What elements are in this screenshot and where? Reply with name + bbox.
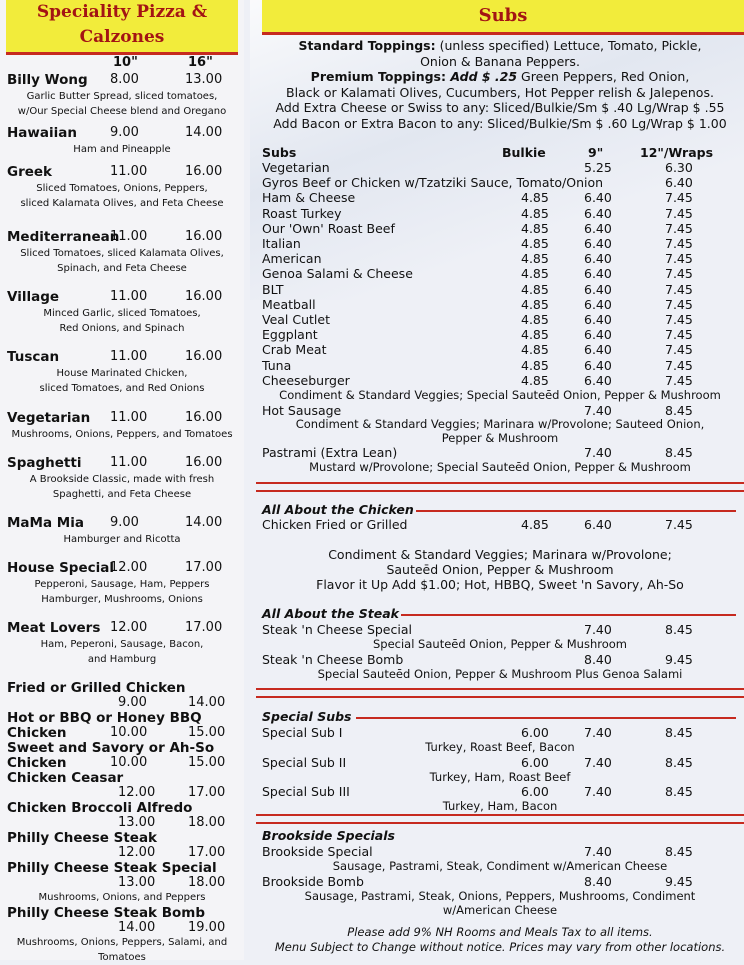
brookside-row	[256, 844, 744, 859]
price-bulkie: 6.00	[521, 725, 549, 740]
pizza-description: Mushrooms, Onions, and Peppers	[38, 892, 206, 903]
price-10: 12.00	[118, 785, 156, 800]
steak-row	[256, 622, 744, 637]
menu-item-name: Steak 'n Cheese Bomb	[262, 652, 404, 667]
pizza-name: Philly Cheese Steak Bomb	[7, 905, 206, 921]
section-divider	[256, 814, 744, 824]
price-16: 16.00	[185, 164, 223, 179]
pizza-name: Village	[7, 289, 60, 305]
subs-header-9: 9"	[588, 145, 604, 160]
menu-item-name: Eggplant	[262, 327, 318, 343]
pizza-description: Mushrooms, Onions, Peppers, Salami, and Tomatoes	[16, 937, 228, 963]
chicken-row	[256, 517, 744, 532]
price-10: 11.00	[110, 164, 148, 179]
pizza-price-row	[0, 560, 244, 577]
price-10: 9.00	[110, 125, 139, 140]
sub-row	[256, 327, 744, 342]
pizza-price-row	[0, 164, 244, 181]
price-12: 7.45	[665, 296, 693, 312]
pizza-item	[0, 125, 244, 157]
price-12: 8.45	[665, 622, 693, 637]
price-16: 16.00	[185, 455, 223, 470]
price-16: 14.00	[185, 515, 223, 530]
sub-row	[256, 373, 744, 388]
price-9: 6.40	[584, 251, 612, 267]
sub-row	[256, 190, 744, 205]
sub-row	[256, 312, 744, 327]
sub-row	[256, 251, 744, 266]
pizza-name: Meat Lovers	[7, 620, 101, 636]
price-9: 7.40	[584, 445, 612, 460]
chicken-rule	[416, 510, 736, 512]
sub-row	[256, 266, 744, 281]
price-bulkie: 4.85	[521, 372, 549, 388]
pizza-item	[0, 72, 244, 119]
special-sub-row	[256, 725, 744, 740]
pizza-title-line2: Calzones	[79, 27, 165, 47]
footer-tax-note: Please add 9% NH Rooms and Meals Tax to all items.	[347, 925, 653, 939]
menu-item-name: Gyros Beef or Chicken w/Tzatziki Sauce, Tomato/Onion	[262, 175, 604, 191]
pizza-description: Sliced Tomatoes, Onions, Peppers, sliced Kalamata Olives, and Feta Cheese	[20, 183, 224, 209]
price-12: 8.45	[665, 445, 693, 460]
menu-item-name: Special Sub II	[262, 754, 347, 770]
steak-row	[256, 652, 744, 667]
price-16: 16.00	[185, 289, 223, 304]
menu-item-name: Special Sub I	[262, 725, 343, 740]
price-9: 6.40	[584, 266, 612, 282]
menu-item-name: Special Sub III	[262, 784, 350, 799]
sub-row	[256, 358, 744, 373]
price-10: 10.00	[110, 755, 148, 770]
pizza-name: Fried or Grilled Chicken	[7, 680, 186, 696]
subs-header-bulkie: Bulkie	[502, 145, 546, 160]
menu-item-name: Hot Sausage	[262, 403, 342, 418]
hot-sausage-row	[256, 403, 744, 418]
special-sub-note: Turkey, Ham, Bacon	[442, 799, 558, 813]
subs-header-row	[256, 145, 744, 160]
pizza-column	[0, 0, 244, 963]
price-12: 8.45	[665, 784, 693, 799]
price-12: 7.45	[665, 517, 693, 532]
pizza-description: Ham and Pineapple	[73, 144, 171, 155]
pizza-description: House Marinated Chicken, sliced Tomatoes, and Red Onions	[39, 368, 205, 394]
price-16: 17.00	[185, 560, 223, 575]
premium-toppings-add: Add $ .25	[445, 69, 518, 84]
menu-item-name: Vegetarian	[262, 160, 330, 175]
sub-row	[256, 236, 744, 251]
price-10: 11.00	[110, 349, 148, 364]
premium-toppings-label: Premium Toppings:	[310, 69, 446, 84]
pizza-description: Garlic Butter Spread, sliced tomatoes, w/Our Special Cheese blend and Oregano	[17, 91, 227, 117]
menu-item-name: Brookside Bomb	[262, 874, 364, 889]
price-12: 7.45	[665, 205, 693, 221]
price-9: 6.40	[584, 296, 612, 312]
price-9: 7.40	[584, 403, 612, 418]
price-bulkie: 4.85	[521, 251, 549, 267]
price-12: 7.45	[665, 236, 693, 251]
menu-item-name: Cheeseburger	[262, 372, 350, 388]
pizza-name: Mediterranean	[7, 229, 120, 245]
price-12: 7.45	[665, 312, 693, 327]
pizza-item	[0, 620, 244, 667]
price-9: 7.40	[584, 754, 612, 770]
brookside-note: Sausage, Pastrami, Steak, Onions, Peppers, Mushrooms, Condiment w/American Cheese	[304, 889, 696, 917]
steak-note: Special Sauteēd Onion, Pepper & Mushroom Plus Genoa Salami	[317, 667, 683, 681]
footer-change-note: Menu Subject to Change without notice. Prices may vary from other locations.	[274, 940, 726, 954]
subs-column	[256, 0, 744, 960]
pizza-description: Pepperoni, Sausage, Ham, Peppers Hamburger, Mushrooms, Onions	[34, 579, 210, 605]
price-10: 13.00	[118, 815, 156, 830]
pizza-description: A Brookside Classic, made with fresh Spaghetti, and Feta Cheese	[29, 474, 215, 500]
price-10: 11.00	[110, 289, 148, 304]
menu-item-name: BLT	[262, 281, 284, 297]
price-16: 16.00	[185, 410, 223, 425]
section-divider	[256, 482, 744, 492]
pizza-price-row	[0, 125, 244, 142]
pizza-name-line2: Chicken	[7, 755, 67, 771]
extra-bacon-line: Add Bacon or Extra Bacon to any: Sliced/Bulkie/Sm $ .60 Lg/Wrap $ 1.00	[273, 115, 727, 131]
price-9: 6.40	[584, 281, 612, 297]
pizza-price-row	[0, 410, 244, 427]
standard-toppings-text: (unless specified) Lettuce, Tomato, Pickle,	[435, 38, 702, 53]
price-9: 6.40	[584, 220, 612, 236]
sub-row	[256, 342, 744, 357]
premium-toppings-text2: Black or Kalamati Olives, Cucumbers, Hot Pepper relish & Jalepenos.	[286, 84, 714, 100]
pizza-banner	[6, 0, 238, 55]
pizza-name: Tuscan	[7, 349, 60, 365]
premium-toppings-text: Green Peppers, Red Onion,	[517, 69, 690, 84]
price-10: 14.00	[118, 920, 156, 935]
size-16-header: 16"	[188, 55, 213, 70]
standard-toppings-text2: Onion & Banana Peppers.	[420, 53, 580, 69]
menu-item-name: Our 'Own' Roast Beef	[262, 220, 395, 236]
price-10: 11.00	[110, 229, 148, 244]
pizza-name: MaMa Mia	[7, 515, 84, 531]
pizza-name: Hawaiian	[7, 125, 77, 141]
pizza-name: Spaghetti	[7, 455, 82, 471]
price-bulkie: 4.85	[521, 357, 549, 373]
price-9: 6.40	[584, 342, 612, 358]
pizza-price-row	[0, 72, 244, 89]
price-16: 16.00	[185, 229, 223, 244]
price-bulkie: 4.85	[521, 517, 549, 532]
menu-item-name: Tuna	[262, 357, 292, 373]
price-9: 8.40	[584, 652, 612, 667]
price-bulkie: 6.00	[521, 754, 549, 770]
pizza-name: Greek	[7, 164, 53, 180]
pizza-price-row	[0, 455, 244, 472]
price-10: 8.00	[110, 72, 139, 87]
cheeseburger-note: Condiment & Standard Veggies; Special Sauteēd Onion, Pepper & Mushroom	[279, 388, 721, 402]
menu-item-name: Pastrami (Extra Lean)	[262, 445, 398, 460]
menu-item-name: American	[262, 251, 322, 267]
price-9: 8.40	[584, 874, 612, 889]
price-bulkie: 4.85	[521, 327, 549, 343]
price-12: 7.45	[665, 342, 693, 358]
pizza-item	[0, 164, 244, 211]
price-9: 6.40	[584, 190, 612, 206]
price-bulkie: 4.85	[521, 296, 549, 312]
sub-row	[256, 297, 744, 312]
price-bulkie: 6.00	[521, 784, 549, 799]
price-10: 11.00	[110, 455, 148, 470]
pizza-item	[0, 289, 244, 336]
price-9: 6.40	[584, 327, 612, 343]
special-sub-note: Turkey, Ham, Roast Beef	[429, 769, 571, 784]
pizza-name: Philly Cheese Steak Special	[7, 860, 217, 876]
price-10: 11.00	[110, 410, 148, 425]
subs-title: Subs	[478, 5, 528, 26]
section-divider	[256, 688, 744, 698]
price-9: 6.40	[584, 517, 612, 532]
subs-header-12: 12"/Wraps	[640, 145, 714, 160]
price-12: 7.45	[665, 372, 693, 388]
price-bulkie: 4.85	[521, 312, 549, 327]
pizza-price-row	[0, 289, 244, 306]
price-bulkie: 4.85	[521, 220, 549, 236]
price-9: 6.40	[584, 312, 612, 327]
special-subs-rule	[356, 717, 736, 719]
brookside-note: Sausage, Pastrami, Steak, Condiment w/American Cheese	[332, 859, 668, 873]
price-16: 19.00	[188, 920, 226, 935]
menu-item-name: Chicken Fried or Grilled	[262, 517, 408, 532]
pizza-name: House Special	[7, 560, 114, 576]
price-12: 9.45	[665, 874, 693, 889]
price-16: 17.00	[188, 785, 226, 800]
price-12: 8.45	[665, 403, 693, 418]
price-bulkie: 4.85	[521, 342, 549, 358]
price-9: 7.40	[584, 784, 612, 799]
pizza-price-row	[0, 229, 244, 246]
price-12: 7.45	[665, 251, 693, 267]
price-12: 7.45	[665, 190, 693, 206]
price-16: 17.00	[185, 620, 223, 635]
price-12: 7.45	[665, 357, 693, 373]
price-10: 13.00	[118, 875, 156, 890]
pizza-item	[0, 410, 244, 442]
price-bulkie: 4.85	[521, 205, 549, 221]
price-12: 7.45	[665, 220, 693, 236]
extra-cheese-line: Add Extra Cheese or Swiss to any: Sliced/Bulkie/Sm $ .40 Lg/Wrap $ .55	[275, 100, 725, 115]
price-9: 7.40	[584, 725, 612, 740]
footer	[256, 925, 744, 955]
subs-header-name: Subs	[262, 145, 297, 160]
standard-toppings-label: Standard Toppings:	[298, 38, 436, 53]
price-bulkie: 4.85	[521, 266, 549, 282]
price-16: 17.00	[188, 845, 226, 860]
menu-item-name: Brookside Special	[262, 844, 373, 859]
price-12: 8.45	[665, 725, 693, 740]
pastrami-note: Mustard w/Provolone; Special Sauteēd Onion, Pepper & Mushroom	[309, 460, 691, 474]
price-10: 12.00	[110, 560, 148, 575]
pizza-name: Chicken Broccoli Alfredo	[7, 800, 193, 816]
menu-item-name: Genoa Salami & Cheese	[262, 266, 413, 282]
menu-item-name: Steak 'n Cheese Special	[262, 622, 412, 637]
sub-row	[256, 206, 744, 221]
pizza-name: Billy Wong	[7, 72, 88, 88]
pizza-description: Ham, Peperoni, Sausage, Bacon, and Hamburg	[40, 639, 204, 665]
subs-banner	[262, 0, 744, 35]
pizza-name: Vegetarian	[7, 410, 91, 426]
pizza-name-line2: Chicken	[7, 725, 67, 741]
pizza-item	[0, 560, 244, 607]
price-16: 18.00	[188, 875, 226, 890]
size-10-header: 10"	[113, 55, 138, 70]
pastrami-row	[256, 445, 744, 460]
menu-item-name: Veal Cutlet	[262, 312, 330, 327]
price-10: 10.00	[110, 725, 148, 740]
sub-row	[256, 175, 744, 190]
price-16: 15.00	[188, 755, 226, 770]
price-9: 7.40	[584, 622, 612, 637]
pizza-description: Mushrooms, Onions, Peppers, and Tomatoes	[11, 429, 233, 440]
special-sub-row	[256, 784, 744, 799]
pizza-name: Philly Cheese Steak	[7, 830, 158, 846]
pizza-name: Chicken Ceasar	[7, 770, 124, 786]
brookside-row	[256, 874, 744, 889]
pizza-description: Hamburger and Ricotta	[63, 534, 181, 545]
pizza-name: Sweet and Savory or Ah-So	[7, 740, 215, 756]
menu-item-name: Italian	[262, 236, 301, 251]
steak-rule	[401, 614, 736, 616]
special-sub-row	[256, 755, 744, 770]
pizza-item	[0, 515, 244, 547]
price-12: 6.30	[665, 160, 693, 175]
special-subs-title: Special Subs	[262, 709, 352, 724]
price-16: 14.00	[185, 125, 223, 140]
pizza-description: Sliced Tomatoes, sliced Kalamata Olives, Spinach, and Feta Cheese	[20, 248, 224, 274]
pizza-item	[0, 229, 244, 276]
price-16: 18.00	[188, 815, 226, 830]
special-sub-note: Turkey, Roast Beef, Bacon	[425, 740, 575, 754]
pizza-price-row	[0, 515, 244, 532]
pizza-price-row	[0, 620, 244, 637]
menu-item-name: Ham & Cheese	[262, 190, 356, 206]
price-12: 7.45	[665, 281, 693, 297]
sub-row	[256, 160, 744, 175]
hot-sausage-note: Condiment & Standard Veggies; Marinara w/Provolone; Sauteed Onion, Pepper & Mushroom	[295, 417, 705, 445]
sub-row	[256, 282, 744, 297]
price-12: 7.45	[665, 327, 693, 343]
price-9: 6.40	[584, 205, 612, 221]
pizza-item	[0, 349, 244, 396]
chicken-note: Condiment & Standard Veggies; Marinara w/Provolone; Sauteēd Onion, Pepper & Mushroom Flavor it Up Add $1.00; Hot, HBBQ, Sweet 'n Savory, Ah-So	[316, 547, 684, 592]
price-9: 6.40	[584, 236, 612, 251]
steak-note: Special Sauteēd Onion, Pepper & Mushroom	[372, 637, 628, 651]
sub-row	[256, 221, 744, 236]
menu-item-name: Roast Turkey	[262, 205, 342, 221]
price-16: 16.00	[185, 349, 223, 364]
brookside-title: Brookside Specials	[262, 828, 395, 843]
menu-item-name: Meatball	[262, 296, 316, 312]
price-12: 8.45	[665, 844, 693, 859]
price-9: 6.40	[584, 357, 612, 373]
price-12: 7.45	[665, 266, 693, 282]
price-12: 9.45	[665, 652, 693, 667]
pizza-price-row	[0, 349, 244, 366]
price-16: 14.00	[188, 695, 226, 710]
price-9: 5.25	[584, 160, 612, 175]
pizza-title-line1: Speciality Pizza &	[36, 2, 208, 22]
price-10: 12.00	[110, 620, 148, 635]
chicken-section-title: All About the Chicken	[262, 502, 414, 517]
price-bulkie: 4.85	[521, 190, 549, 206]
pizza-name: Hot or BBQ or Honey BBQ	[7, 710, 202, 726]
price-10: 12.00	[118, 845, 156, 860]
menu-item-name: Crab Meat	[262, 342, 327, 358]
pizza-description: Minced Garlic, sliced Tomatoes, Red Onions, and Spinach	[43, 308, 201, 334]
price-10: 9.00	[118, 695, 147, 710]
price-16: 15.00	[188, 725, 226, 740]
toppings-info	[256, 38, 744, 131]
steak-section-title: All About the Steak	[262, 606, 399, 621]
price-bulkie: 4.85	[521, 281, 549, 297]
price-12: 8.45	[665, 754, 693, 770]
price-bulkie: 4.85	[521, 236, 549, 251]
price-12: 6.40	[665, 175, 693, 191]
price-16: 13.00	[185, 72, 223, 87]
price-10: 9.00	[110, 515, 139, 530]
price-9: 7.40	[584, 844, 612, 859]
price-9: 6.40	[584, 372, 612, 388]
pizza-item	[0, 455, 244, 502]
